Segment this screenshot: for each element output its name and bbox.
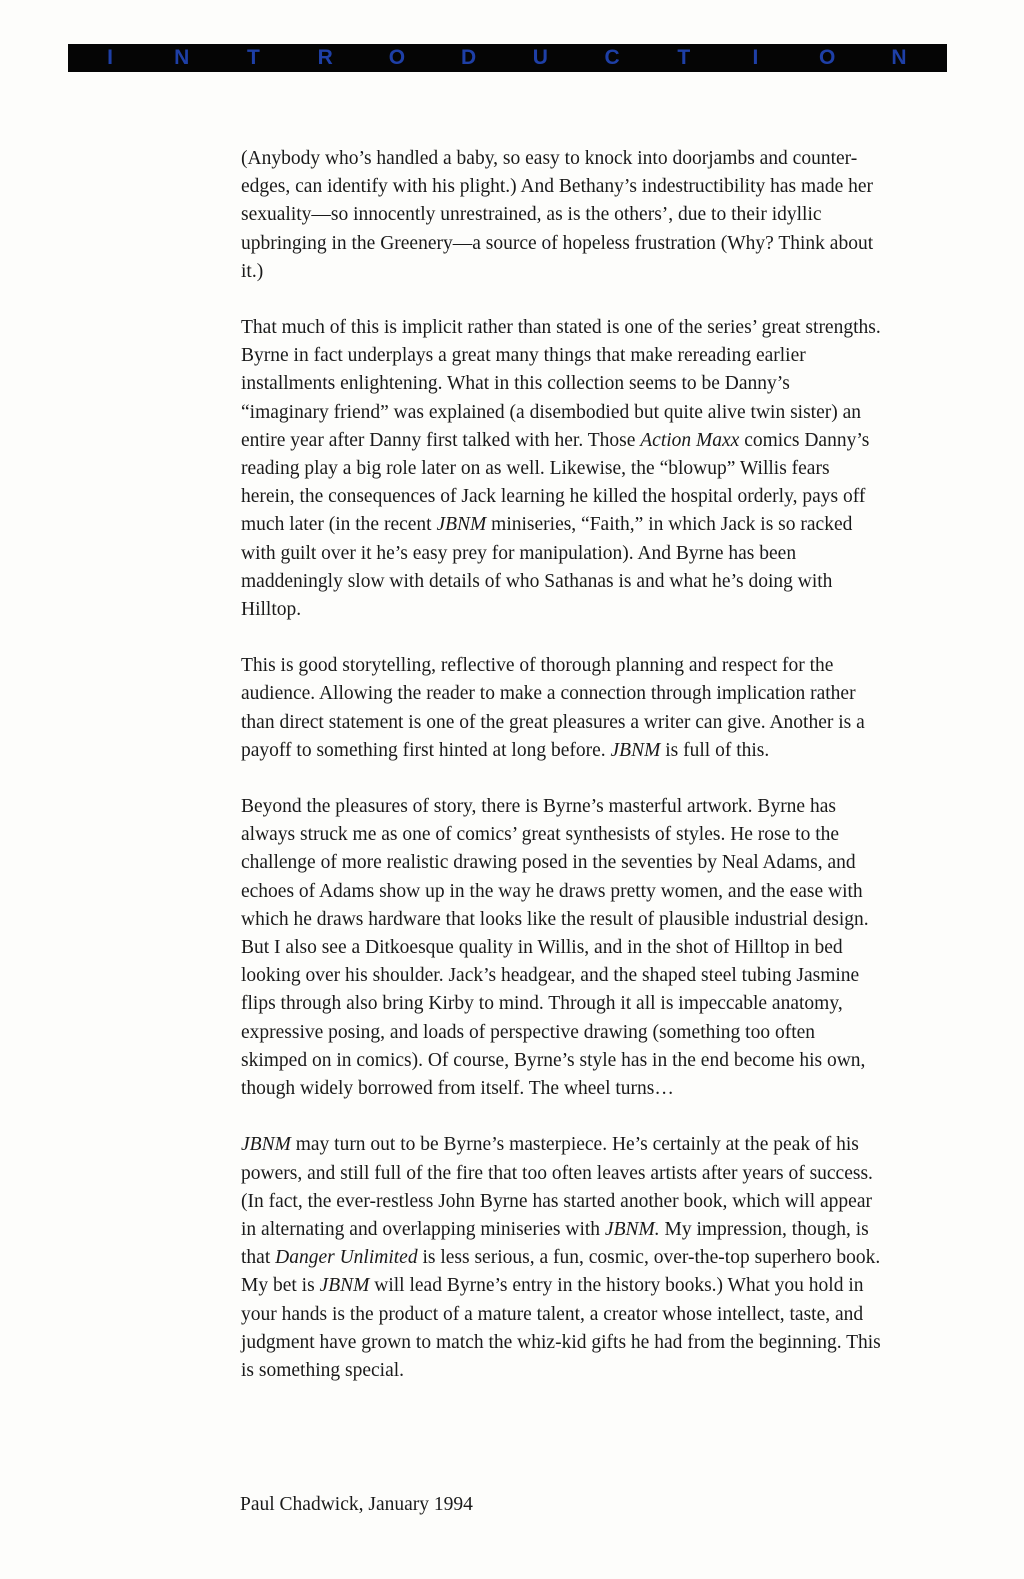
paragraph (241, 652, 881, 765)
italic-title: JBNM (610, 739, 661, 761)
article-body (241, 145, 881, 1413)
header-letter: N (891, 46, 907, 69)
paragraph (241, 314, 881, 624)
header-letter: C (604, 46, 620, 69)
paragraph (241, 145, 881, 286)
text-run: That much of this is implicit rather than stated is one of the series’ great strengths. Byrne in fact underplays a great many things that make rereading earlier installments enlightening. What in this collection seems to be Danny’s “imaginary friend” was explained (a disembodied but quite alive twin sister) an entire year after Danny first talked with her. Those (241, 317, 881, 451)
text-run: is full of this. (660, 739, 770, 761)
header-letter: U (532, 46, 548, 69)
header-letter: T (247, 46, 260, 69)
paragraph (241, 1131, 881, 1385)
header-letter: N (174, 46, 190, 69)
italic-title: JBNM. (604, 1218, 660, 1240)
paragraph (241, 793, 881, 1103)
text-run: is less serious, a fun, cosmic, over-the-top superhero book. My bet is (241, 1247, 881, 1297)
italic-title: Danger Unlimited (275, 1247, 418, 1269)
header-letter: R (317, 46, 333, 69)
header-letter: I (107, 46, 113, 69)
italic-title: Action Maxx (640, 429, 740, 451)
header-letter: I (752, 46, 759, 69)
text-run: miniseries, “Faith,” in which Jack is so racked with guilt over it he’s easy prey for manipulation). And Byrne has been maddeningly slow with details of who Sathanas is and what he’s doing with Hilltop. (241, 514, 853, 621)
text-run: (Anybody who’s handled a baby, so easy to knock into doorjambs and counter-edges, can identify with his plight.) And Bethany’s indestructibility has made her sexuality—so innocently unrestrained, as is the others’, due to their idyllic upbringing in the Greenery—a source of hopeless frustration (Why? Think about it.) (241, 148, 874, 282)
italic-title: JBNM (319, 1275, 370, 1297)
header-letter: O (388, 46, 406, 69)
header-letter: D (461, 46, 477, 69)
introduction-header-bar (68, 44, 947, 72)
text-run: This is good storytelling, reflective of thorough planning and respect for the audience. Allowing the reader to make a connection through implication rather than direct statement is one of the great pleasures a writer can give. Another is a payoff to something first hinted at long before. (241, 655, 865, 761)
author-signature: Paul Chadwick, January 1994 (240, 1494, 473, 1515)
italic-title: JBNM (241, 1134, 291, 1156)
text-run: My impression, though, is that (241, 1218, 869, 1269)
italic-title: JBNM (436, 514, 487, 536)
text-run: may turn out to be Byrne’s masterpiece. He’s certainly at the peak of his powers, and still full of the fire that too often leaves artists after years of success. (In fact, the ever-restless John Byrne has started another book, which will appear in alternating and overlapping miniseries with (241, 1134, 873, 1240)
header-letter: O (819, 46, 836, 69)
text-run: will lead Byrne’s entry in the history books.) What you hold in your hands is the product of a mature talent, a creator whose intellect, taste, and judgment have grown to match the whiz-kid gifts he had from the beginning. This is something special. (241, 1275, 881, 1381)
text-run: Beyond the pleasures of story, there is Byrne’s masterful artwork. Byrne has always struck me as one of comics’ great synthesists of styles. He rose to the challenge of more realistic drawing posed in the seventies by Neal Adams, and echoes of Adams show up in the way he draws pretty women, and the ease with which he draws hardware that looks like the result of plausible industrial design. But I also see a Ditkoesque quality in Willis, and in the shot of Hilltop in bed looking over his shoulder. Jack’s headgear, and the shaped steel tubing Jasmine flips through also bring Kirby to mind. Through it all is impeccable anatomy, expressive posing, and loads of perspective drawing (something too often skimped on in comics). Of course, Byrne’s style has in the end become his own, though widely borrowed from itself. The wheel turns… (241, 796, 869, 1100)
header-letter: T (677, 46, 691, 69)
text-run: comics Danny’s reading play a big role later on as well. Likewise, the “blowup” Willis fears herein, the consequences of Jack learning he killed the hospital orderly, pays off much later (in the recent (241, 429, 870, 536)
